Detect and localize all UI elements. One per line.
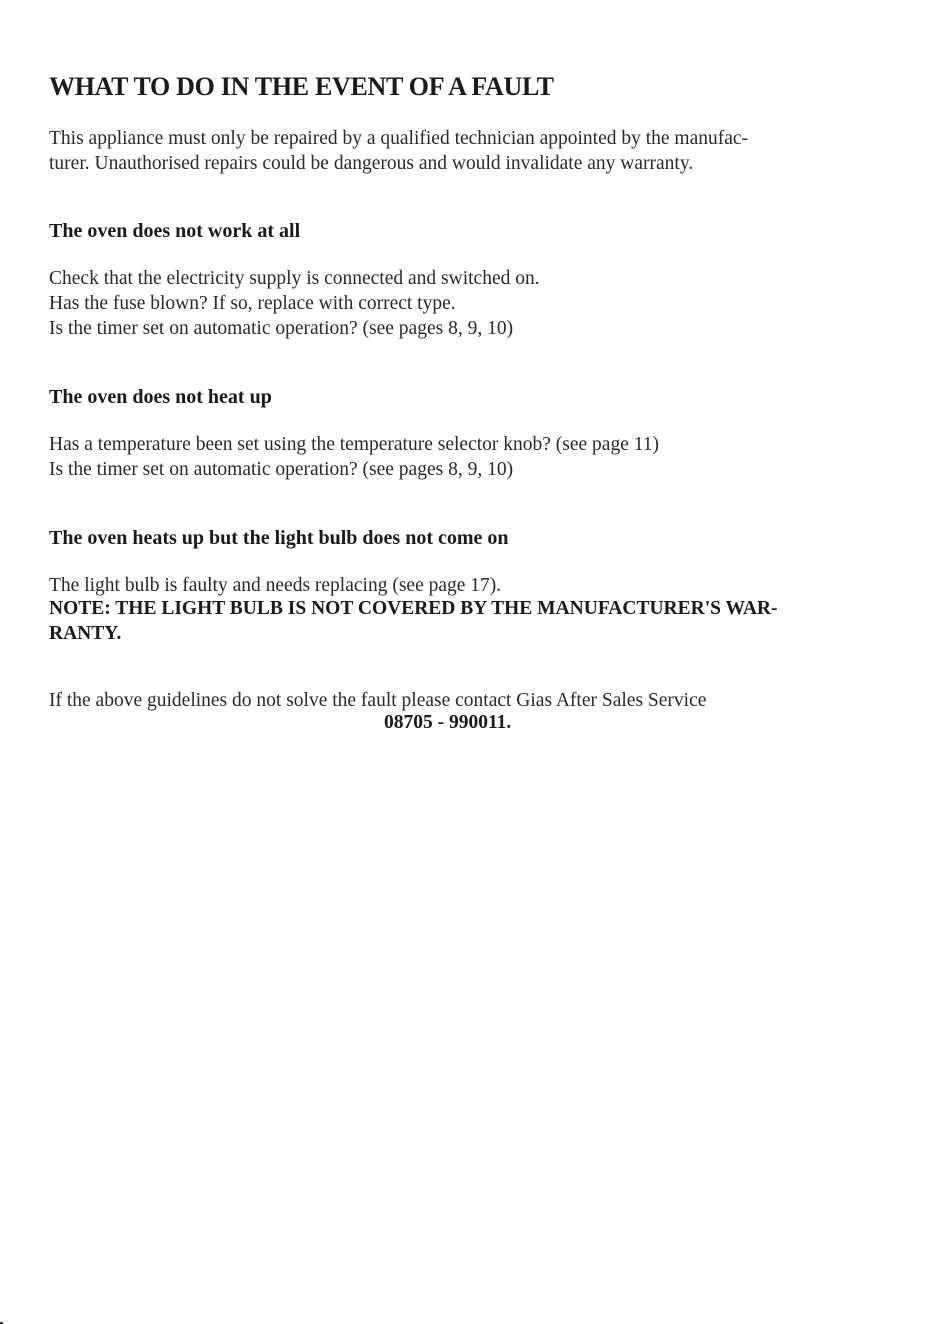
warranty-note: [49, 596, 778, 646]
check-item: The light bulb is faulty and needs replacing (see page 17).: [49, 575, 502, 596]
section-heading-light-bulb: The oven heats up but the light bulb does not come on: [49, 527, 509, 549]
section-body-light-bulb: [49, 573, 501, 598]
section-body-no-work: [49, 266, 540, 341]
warranty-note-line: RANTY.: [49, 623, 122, 644]
check-item: Check that the electricity supply is connected and switched on.: [49, 268, 540, 289]
contact-text: [49, 688, 706, 713]
page-title: WHAT TO DO IN THE EVENT OF A FAULT: [49, 72, 554, 101]
warranty-note-line: NOTE: THE LIGHT BULB IS NOT COVERED BY THE MANUFACTURER'S WAR-: [49, 598, 778, 619]
contact-line: If the above guidelines do not solve the fault please contact Gias After Sales Service: [49, 690, 707, 711]
section-heading-no-heat: The oven does not heat up: [49, 386, 272, 408]
intro-line: turer. Unauthorised repairs could be dangerous and would invalidate any warranty.: [49, 153, 694, 174]
intro-paragraph: [49, 126, 748, 176]
service-phone-number: 08705 - 990011.: [384, 712, 512, 733]
intro-line: This appliance must only be repaired by a qualified technician appointed by the manufac-: [49, 128, 749, 149]
section-body-no-heat: [49, 432, 659, 482]
check-item: Is the timer set on automatic operation? (see pages 8, 9, 10): [49, 459, 514, 480]
section-heading-no-work: The oven does not work at all: [49, 220, 301, 242]
check-item: Has a temperature been set using the temperature selector knob? (see page 11): [49, 434, 660, 455]
check-item: Has the fuse blown? If so, replace with correct type.: [49, 293, 456, 314]
check-item: Is the timer set on automatic operation? (see pages 8, 9, 10): [49, 318, 514, 339]
